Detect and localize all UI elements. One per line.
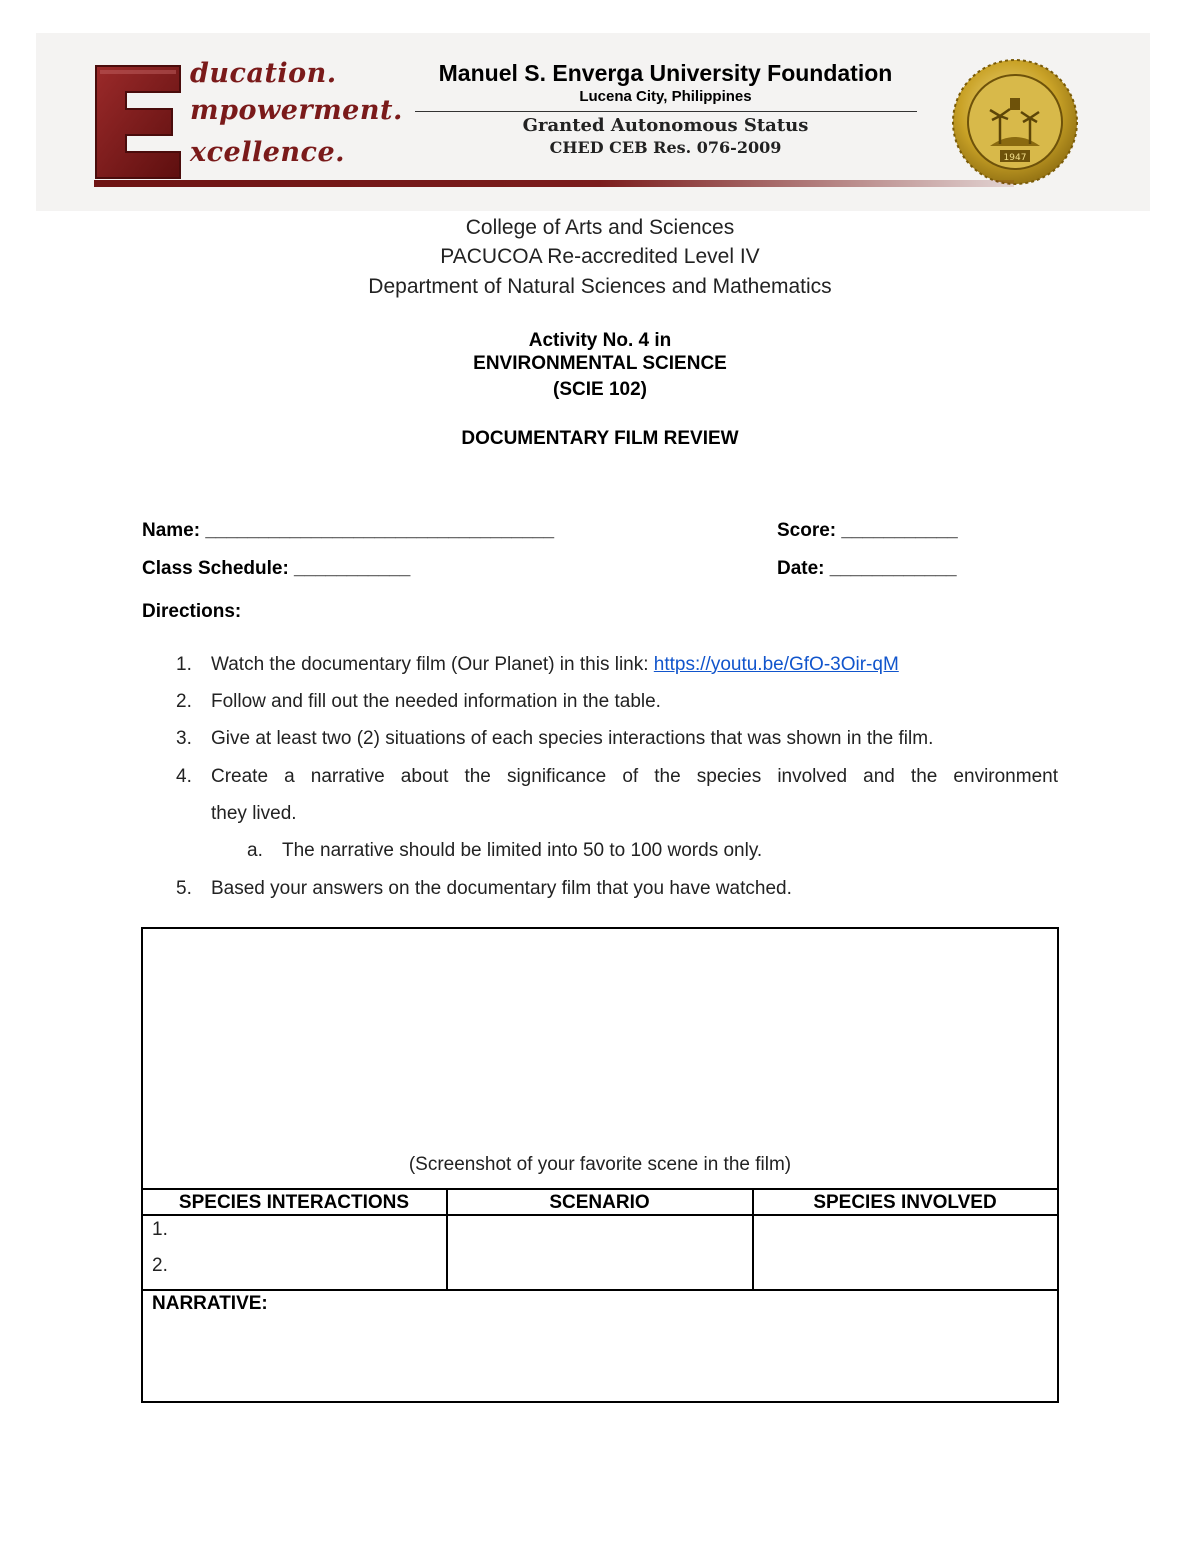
direction-number: 2. xyxy=(176,691,192,712)
table-rule xyxy=(141,1188,1059,1190)
autonomous-status: Granted Autonomous Status xyxy=(522,115,809,136)
direction-number: 4. xyxy=(176,766,192,787)
date-field[interactable]: Date: ____________ xyxy=(777,558,957,579)
class-schedule-field[interactable]: Class Schedule: ___________ xyxy=(142,558,411,579)
direction-number: 1. xyxy=(176,654,192,675)
table-row-number-1: 1. xyxy=(152,1219,168,1240)
university-seal xyxy=(950,58,1080,186)
header-divider xyxy=(415,111,917,112)
accreditation-level: PACUCOA Re-accredited Level IV xyxy=(440,245,760,268)
header-accent-bar xyxy=(94,180,1014,187)
table-row-number-2: 2. xyxy=(152,1255,168,1276)
header-species-interactions: SPECIES INTERACTIONS xyxy=(178,1192,410,1213)
narrative-label: NARRATIVE: xyxy=(152,1293,268,1314)
score-field[interactable]: Score: ___________ xyxy=(777,520,958,541)
department-name: Department of Natural Sciences and Mathematics xyxy=(368,275,832,298)
direction-number: 3. xyxy=(176,728,192,749)
name-field[interactable]: Name: _________________________________ xyxy=(142,520,555,541)
motto-empowerment: mpowerment. xyxy=(190,95,403,126)
direction-item-4a: The narrative should be limited into 50 to 100 words only. xyxy=(282,840,763,861)
table-rule xyxy=(141,1289,1059,1291)
direction-item-4-continued: they lived. xyxy=(211,803,297,824)
activity-number: Activity No. 4 in xyxy=(528,330,672,351)
direction-item-2: Follow and fill out the needed information in the table. xyxy=(211,691,661,712)
motto-education: ducation. xyxy=(190,58,337,89)
motto-excellence: xcellence. xyxy=(190,137,346,168)
university-city: Lucena City, Philippines xyxy=(579,88,752,105)
narrative-area[interactable] xyxy=(143,1318,1056,1400)
directions-heading: Directions: xyxy=(142,601,242,622)
education-e-logo xyxy=(92,62,184,182)
table-border-bottom xyxy=(141,1401,1059,1403)
screenshot-area[interactable] xyxy=(143,929,1056,1187)
seal-year: 1947 xyxy=(1003,153,1027,163)
direction-item-3: Give at least two (2) situations of each species interactions that was shown in the film. xyxy=(211,728,934,749)
document-title: DOCUMENTARY FILM REVIEW xyxy=(461,428,739,449)
header-scenario: SCENARIO xyxy=(549,1192,650,1213)
direction-text: Watch the documentary film (Our Planet) in this link: xyxy=(211,654,654,675)
direction-item-5: Based your answers on the documentary film that you have watched. xyxy=(211,878,792,899)
college-name: College of Arts and Sciences xyxy=(465,216,735,239)
header-species-involved: SPECIES INVOLVED xyxy=(813,1192,997,1213)
direction-number: 5. xyxy=(176,878,192,899)
direction-item-1 xyxy=(211,654,899,676)
youtube-link[interactable]: https://youtu.be/GfO-3Oir-qM xyxy=(653,654,899,675)
course-name: ENVIRONMENTAL SCIENCE xyxy=(473,353,727,374)
ched-resolution: CHED CEB Res. 076-2009 xyxy=(549,138,782,157)
university-name: Manuel S. Enverga University Foundation xyxy=(438,60,893,86)
screenshot-caption: (Screenshot of your favorite scene in the film) xyxy=(408,1154,792,1175)
direction-item-4: Create a narrative about the significance of the species involved and the environment xyxy=(211,766,1058,787)
species-involved-cell[interactable] xyxy=(754,1216,1056,1288)
direction-subnumber: a. xyxy=(247,840,263,861)
scenario-cell[interactable] xyxy=(448,1216,751,1288)
course-code: (SCIE 102) xyxy=(553,379,647,400)
